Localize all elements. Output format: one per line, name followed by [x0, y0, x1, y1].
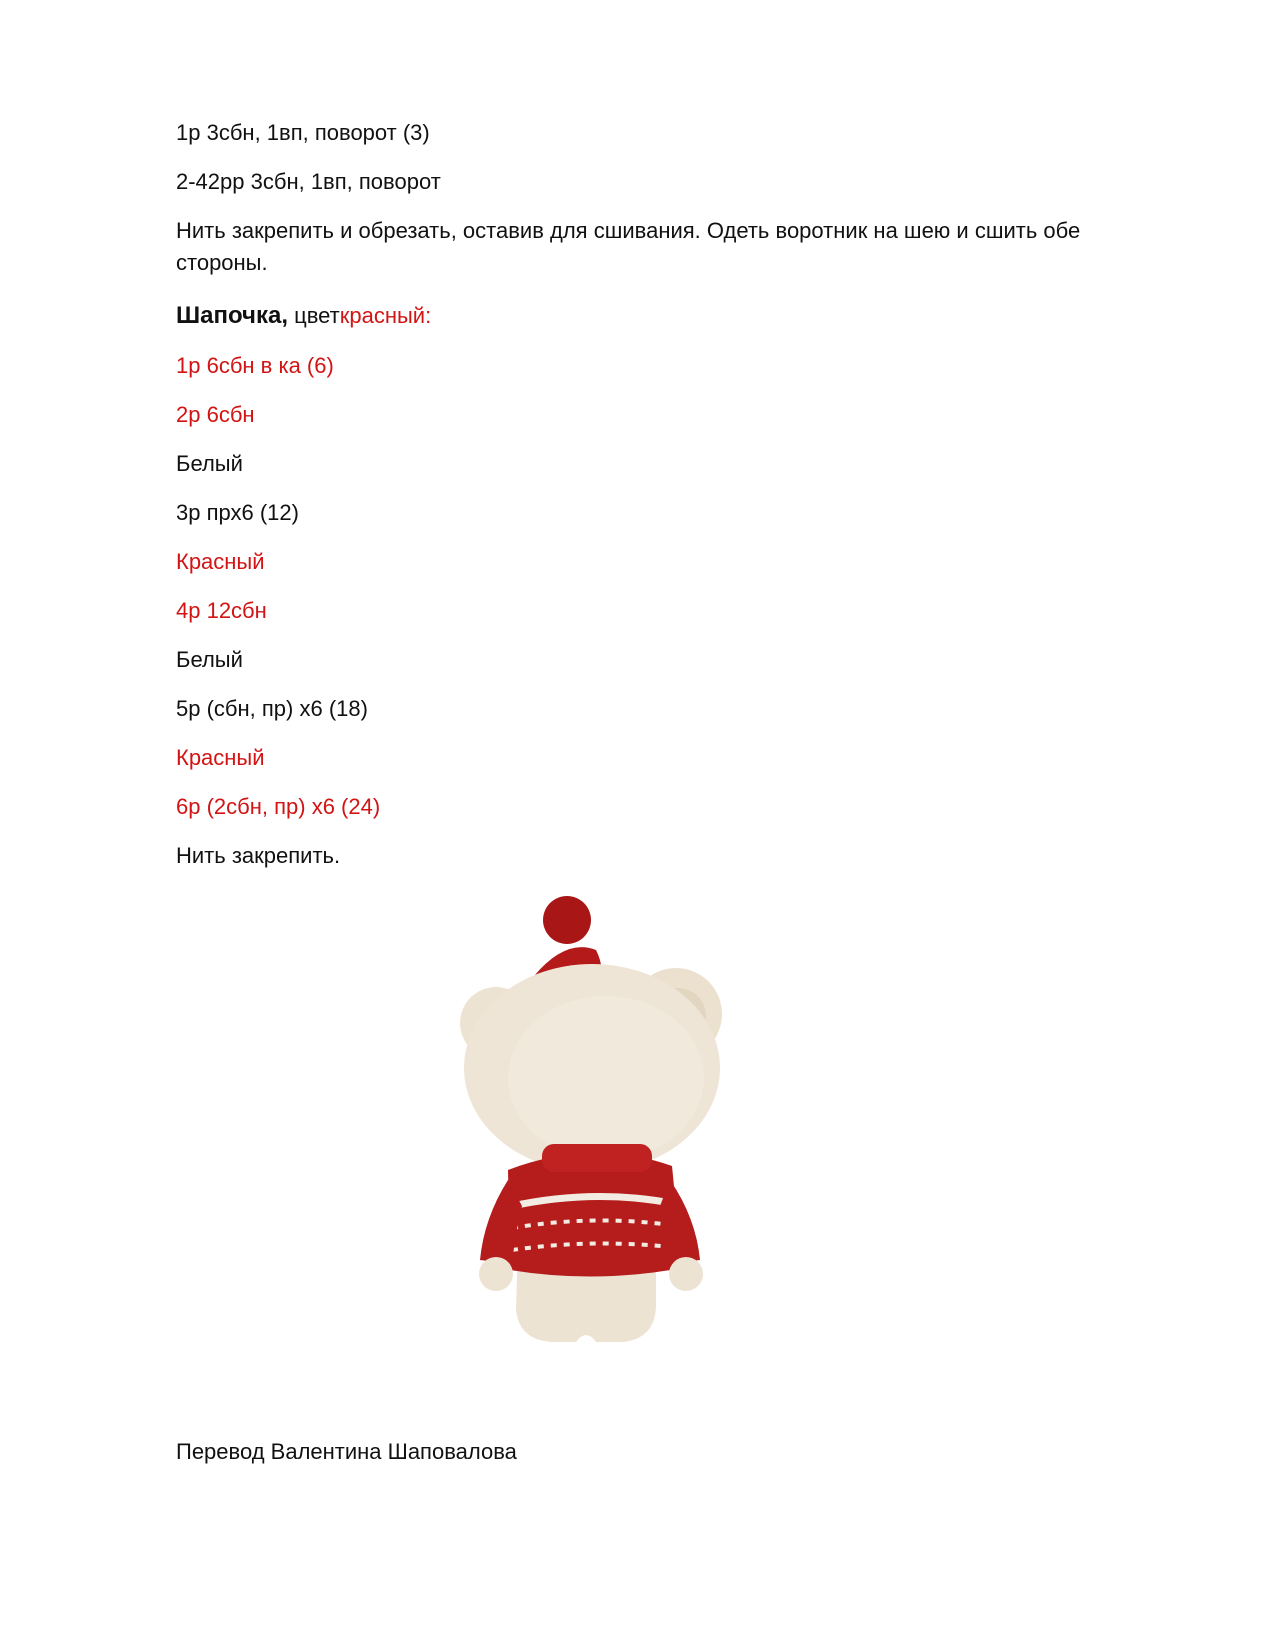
amigurumi-bear-photo: [456, 888, 732, 1368]
heading-color-value: красный:: [339, 303, 432, 328]
hat-color-white-2: Белый: [176, 647, 243, 672]
hat-row-5: 5р (сбн, пр) х6 (18): [176, 696, 368, 721]
hat-color-white-1: Белый: [176, 451, 243, 476]
hat-color-red-1: Красный: [176, 549, 265, 574]
pattern-line-collar-rows-2-42: 2-42рр 3сбн, 1вп, поворот: [176, 169, 441, 194]
hat-row-1: 1р 6сбн в ка (6): [176, 353, 334, 378]
pattern-line-collar-finish: Нить закрепить и обрезать, оставив для сшивания. Одеть воротник на шею и сшить обе стороны.: [176, 218, 1081, 275]
hat-row-4: 4р 12сбн: [176, 598, 267, 623]
hat-finish: Нить закрепить.: [176, 843, 341, 868]
hat-row-6: 6р (2сбн, пр) х6 (24): [176, 794, 381, 819]
hat-color-red-2: Красный: [176, 745, 265, 770]
hat-row-2: 2р 6сбн: [176, 402, 255, 427]
hat-row-3: 3р прх6 (12): [176, 500, 299, 525]
pattern-line-collar-row-1: 1р 3сбн, 1вп, поворот (3): [176, 120, 430, 145]
section-heading-hat: [176, 300, 431, 332]
translator-credit: Перевод Валентина Шаповалова: [176, 1439, 517, 1464]
heading-color-label: цвет: [294, 303, 340, 328]
heading-title: Шапочка,: [176, 302, 288, 329]
